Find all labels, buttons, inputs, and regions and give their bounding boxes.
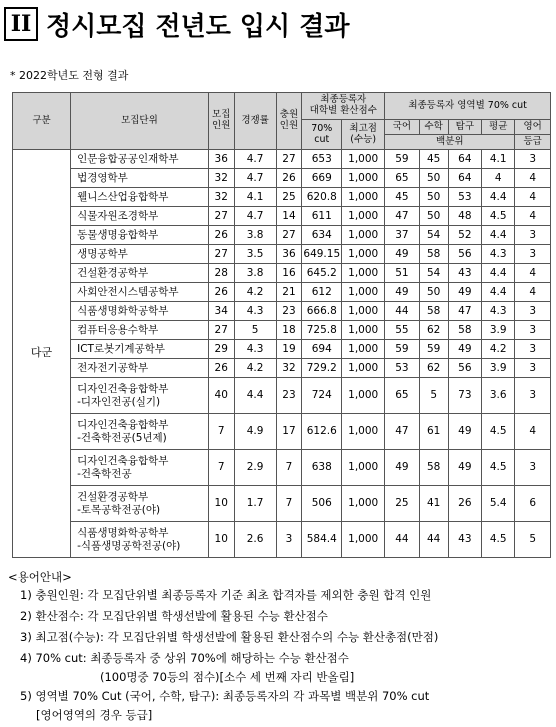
header-inquiry: 탐구 xyxy=(448,120,481,135)
unit-cell: 디자인건축융합학부 -건축학전공(5년제) xyxy=(71,414,209,450)
filled-cell: 17 xyxy=(276,414,302,450)
cut70-cell: 653 xyxy=(302,150,342,169)
header-gubun: 구분 xyxy=(13,93,71,150)
filled-cell: 14 xyxy=(276,207,302,226)
max-score-cell: 1,000 xyxy=(342,264,385,283)
math-cell: 50 xyxy=(419,169,448,188)
inquiry-cell: 73 xyxy=(448,378,481,414)
competition-cell: 3.8 xyxy=(234,264,276,283)
quota-cell: 27 xyxy=(208,245,234,264)
table-row xyxy=(13,359,551,378)
english-cell: 3 xyxy=(515,150,551,169)
page-title: 정시모집 전년도 입시 결과 xyxy=(46,11,350,42)
unit-cell: 동물생명융합학부 xyxy=(71,226,209,245)
table-note: * 2022학년도 전형 결과 xyxy=(10,69,129,82)
header-math: 수학 xyxy=(419,120,448,135)
unit-cell: 웰니스산업융합학부 xyxy=(71,188,209,207)
math-cell: 45 xyxy=(419,150,448,169)
max-score-cell: 1,000 xyxy=(342,150,385,169)
cut70-cell: 620.8 xyxy=(302,188,342,207)
competition-cell: 4.9 xyxy=(234,414,276,450)
average-cell: 4.4 xyxy=(482,188,515,207)
quota-cell: 36 xyxy=(208,150,234,169)
cut70-cell: 724 xyxy=(302,378,342,414)
filled-cell: 27 xyxy=(276,150,302,169)
header-quota: 모집 인원 xyxy=(208,93,234,150)
average-cell: 4.5 xyxy=(482,522,515,558)
inquiry-cell: 58 xyxy=(448,321,481,340)
average-cell: 4.4 xyxy=(482,264,515,283)
competition-cell: 4.7 xyxy=(234,150,276,169)
table-row xyxy=(13,283,551,302)
cut70-cell: 611 xyxy=(302,207,342,226)
average-cell: 4.1 xyxy=(482,150,515,169)
unit-cell: 건설환경공학부 xyxy=(71,264,209,283)
header-cut70: 70% cut xyxy=(302,120,342,150)
english-cell: 3 xyxy=(515,245,551,264)
table-row xyxy=(13,264,551,283)
english-cell: 4 xyxy=(515,169,551,188)
glossary-item: (100명중 70등의 점수)[소수 세 번째 자리 반올림] xyxy=(100,670,355,684)
cut70-cell: 638 xyxy=(302,450,342,486)
average-cell: 4.3 xyxy=(482,302,515,321)
cut70-cell: 666.8 xyxy=(302,302,342,321)
english-cell: 3 xyxy=(515,340,551,359)
glossary-item: 5) 영역별 70% Cut (국어, 수학, 탐구): 최종등록자의 각 과목별 백분위 70% cut xyxy=(20,689,430,703)
inquiry-cell: 56 xyxy=(448,245,481,264)
max-score-cell: 1,000 xyxy=(342,169,385,188)
competition-cell: 4.3 xyxy=(234,302,276,321)
competition-cell: 3.5 xyxy=(234,245,276,264)
english-cell: 3 xyxy=(515,321,551,340)
max-score-cell: 1,000 xyxy=(342,321,385,340)
max-score-cell: 1,000 xyxy=(342,486,385,522)
average-cell: 4.5 xyxy=(482,414,515,450)
glossary-item: [영어영역의 경우 등급] xyxy=(36,708,153,722)
korean-cell: 47 xyxy=(385,414,419,450)
max-score-cell: 1,000 xyxy=(342,188,385,207)
max-score-cell: 1,000 xyxy=(342,414,385,450)
max-score-cell: 1,000 xyxy=(342,283,385,302)
korean-cell: 59 xyxy=(385,340,419,359)
math-cell: 54 xyxy=(419,226,448,245)
filled-cell: 23 xyxy=(276,378,302,414)
inquiry-cell: 56 xyxy=(448,359,481,378)
max-score-cell: 1,000 xyxy=(342,450,385,486)
table-body xyxy=(13,150,551,558)
korean-cell: 53 xyxy=(385,359,419,378)
competition-cell: 4.7 xyxy=(234,169,276,188)
inquiry-cell: 49 xyxy=(448,283,481,302)
competition-cell: 2.6 xyxy=(234,522,276,558)
table-row xyxy=(13,378,551,414)
english-cell: 5 xyxy=(515,522,551,558)
korean-cell: 65 xyxy=(385,378,419,414)
unit-cell: 사회안전시스템공학부 xyxy=(71,283,209,302)
unit-cell: 전자전기공학부 xyxy=(71,359,209,378)
competition-cell: 4.2 xyxy=(234,359,276,378)
math-cell: 61 xyxy=(419,414,448,450)
korean-cell: 49 xyxy=(385,245,419,264)
inquiry-cell: 64 xyxy=(448,150,481,169)
table-row xyxy=(13,486,551,522)
glossary-item: 2) 환산점수: 각 모집단위별 학생선발에 활용된 수능 환산점수 xyxy=(20,609,328,623)
filled-cell: 27 xyxy=(276,226,302,245)
inquiry-cell: 49 xyxy=(448,450,481,486)
math-cell: 62 xyxy=(419,321,448,340)
average-cell: 3.9 xyxy=(482,321,515,340)
quota-cell: 26 xyxy=(208,359,234,378)
quota-cell: 34 xyxy=(208,302,234,321)
english-cell: 3 xyxy=(515,226,551,245)
math-cell: 50 xyxy=(419,188,448,207)
filled-cell: 25 xyxy=(276,188,302,207)
table-row xyxy=(13,414,551,450)
korean-cell: 25 xyxy=(385,486,419,522)
cut70-cell: 612.6 xyxy=(302,414,342,450)
filled-cell: 26 xyxy=(276,169,302,188)
filled-cell: 7 xyxy=(276,486,302,522)
english-cell: 4 xyxy=(515,188,551,207)
cut70-cell: 645.2 xyxy=(302,264,342,283)
korean-cell: 47 xyxy=(385,207,419,226)
glossary-item: 4) 70% cut: 최종등록자 중 상위 70%에 해당하는 수능 환산점수 xyxy=(20,651,349,665)
quota-cell: 7 xyxy=(208,414,234,450)
math-cell: 58 xyxy=(419,450,448,486)
inquiry-cell: 43 xyxy=(448,522,481,558)
average-cell: 3.6 xyxy=(482,378,515,414)
table-row xyxy=(13,340,551,359)
header-unit: 모집단위 xyxy=(71,93,209,150)
filled-cell: 32 xyxy=(276,359,302,378)
average-cell: 4.3 xyxy=(482,245,515,264)
max-score-cell: 1,000 xyxy=(342,378,385,414)
max-score-cell: 1,000 xyxy=(342,245,385,264)
inquiry-cell: 48 xyxy=(448,207,481,226)
unit-cell: 디자인건축융합학부 -디자인전공(실기) xyxy=(71,378,209,414)
math-cell: 5 xyxy=(419,378,448,414)
quota-cell: 7 xyxy=(208,450,234,486)
competition-cell: 4.1 xyxy=(234,188,276,207)
admission-results-table xyxy=(12,92,551,558)
cut70-cell: 669 xyxy=(302,169,342,188)
title-row xyxy=(4,6,349,42)
header-percentile-group: 최종등록자 영역별 70% cut xyxy=(385,93,551,120)
filled-cell: 16 xyxy=(276,264,302,283)
max-score-cell: 1,000 xyxy=(342,302,385,321)
competition-cell: 5 xyxy=(234,321,276,340)
quota-cell: 27 xyxy=(208,321,234,340)
quota-cell: 10 xyxy=(208,486,234,522)
korean-cell: 37 xyxy=(385,226,419,245)
max-score-cell: 1,000 xyxy=(342,207,385,226)
table-row xyxy=(13,150,551,169)
unit-cell: 식품생명화학공학부 -식품생명공학전공(야) xyxy=(71,522,209,558)
glossary-item: 3) 최고점(수능): 각 모집단위별 학생선발에 활용된 환산점수의 수능 환산총점(만점) xyxy=(20,630,439,644)
korean-cell: 44 xyxy=(385,522,419,558)
inquiry-cell: 43 xyxy=(448,264,481,283)
table-row xyxy=(13,226,551,245)
korean-cell: 51 xyxy=(385,264,419,283)
quota-cell: 10 xyxy=(208,522,234,558)
math-cell: 59 xyxy=(419,340,448,359)
english-cell: 4 xyxy=(515,283,551,302)
max-score-cell: 1,000 xyxy=(342,226,385,245)
filled-cell: 19 xyxy=(276,340,302,359)
filled-cell: 7 xyxy=(276,450,302,486)
table-row xyxy=(13,450,551,486)
average-cell: 4.4 xyxy=(482,283,515,302)
header-grade: 등급 xyxy=(515,135,551,150)
filled-cell: 23 xyxy=(276,302,302,321)
filled-cell: 36 xyxy=(276,245,302,264)
english-cell: 3 xyxy=(515,378,551,414)
english-cell: 6 xyxy=(515,486,551,522)
unit-cell: 인문융합공공인재학부 xyxy=(71,150,209,169)
unit-cell: 건설환경공학부 -토목공학전공(야) xyxy=(71,486,209,522)
cut70-cell: 729.2 xyxy=(302,359,342,378)
english-cell: 4 xyxy=(515,207,551,226)
competition-cell: 1.7 xyxy=(234,486,276,522)
max-score-cell: 1,000 xyxy=(342,340,385,359)
cut70-cell: 612 xyxy=(302,283,342,302)
filled-cell: 21 xyxy=(276,283,302,302)
math-cell: 50 xyxy=(419,283,448,302)
english-cell: 3 xyxy=(515,359,551,378)
average-cell: 4.5 xyxy=(482,450,515,486)
korean-cell: 65 xyxy=(385,169,419,188)
quota-cell: 32 xyxy=(208,188,234,207)
filled-cell: 3 xyxy=(276,522,302,558)
english-cell: 3 xyxy=(515,450,551,486)
average-cell: 4.4 xyxy=(482,226,515,245)
math-cell: 50 xyxy=(419,207,448,226)
korean-cell: 59 xyxy=(385,150,419,169)
math-cell: 58 xyxy=(419,302,448,321)
average-cell: 4.5 xyxy=(482,207,515,226)
unit-cell: 컴퓨터응용수학부 xyxy=(71,321,209,340)
english-cell: 4 xyxy=(515,264,551,283)
korean-cell: 44 xyxy=(385,302,419,321)
competition-cell: 4.4 xyxy=(234,378,276,414)
korean-cell: 49 xyxy=(385,450,419,486)
glossary xyxy=(8,567,553,722)
korean-cell: 45 xyxy=(385,188,419,207)
header-conversion-group: 최종등록자 대학별 환산점수 xyxy=(302,93,385,120)
header-max-score: 최고점 (수능) xyxy=(342,120,385,150)
cut70-cell: 725.8 xyxy=(302,321,342,340)
average-cell: 4.2 xyxy=(482,340,515,359)
quota-cell: 29 xyxy=(208,340,234,359)
competition-cell: 2.9 xyxy=(234,450,276,486)
section-numeral-box xyxy=(4,7,38,41)
unit-cell: 식물자원조경학부 xyxy=(71,207,209,226)
gubun-cell: 다군 xyxy=(13,150,71,558)
unit-cell: ICT로봇기계공학부 xyxy=(71,340,209,359)
table-row xyxy=(13,207,551,226)
table-row xyxy=(13,169,551,188)
inquiry-cell: 47 xyxy=(448,302,481,321)
cut70-cell: 649.15 xyxy=(302,245,342,264)
cut70-cell: 694 xyxy=(302,340,342,359)
table-row xyxy=(13,245,551,264)
inquiry-cell: 52 xyxy=(448,226,481,245)
average-cell: 4 xyxy=(482,169,515,188)
filled-cell: 18 xyxy=(276,321,302,340)
cut70-cell: 506 xyxy=(302,486,342,522)
average-cell: 3.9 xyxy=(482,359,515,378)
competition-cell: 3.8 xyxy=(234,226,276,245)
math-cell: 44 xyxy=(419,522,448,558)
quota-cell: 26 xyxy=(208,226,234,245)
table-row xyxy=(13,522,551,558)
competition-cell: 4.2 xyxy=(234,283,276,302)
table-row xyxy=(13,302,551,321)
competition-cell: 4.7 xyxy=(234,207,276,226)
english-cell: 4 xyxy=(515,414,551,450)
quota-cell: 27 xyxy=(208,207,234,226)
header-korean: 국어 xyxy=(385,120,419,135)
header-average: 평균 xyxy=(482,120,515,135)
math-cell: 58 xyxy=(419,245,448,264)
cut70-cell: 634 xyxy=(302,226,342,245)
inquiry-cell: 64 xyxy=(448,169,481,188)
cut70-cell: 584.4 xyxy=(302,522,342,558)
table-header xyxy=(13,93,551,150)
table-row xyxy=(13,321,551,340)
korean-cell: 49 xyxy=(385,283,419,302)
glossary-item: 1) 충원인원: 각 모집단위별 최종등록자 기준 최초 합격자를 제외한 충원 합격 인원 xyxy=(20,588,432,602)
unit-cell: 디자인건축융합학부 -건축학전공 xyxy=(71,450,209,486)
inquiry-cell: 49 xyxy=(448,414,481,450)
math-cell: 62 xyxy=(419,359,448,378)
average-cell: 5.4 xyxy=(482,486,515,522)
unit-cell: 식품생명화학공학부 xyxy=(71,302,209,321)
inquiry-cell: 49 xyxy=(448,340,481,359)
math-cell: 41 xyxy=(419,486,448,522)
competition-cell: 4.3 xyxy=(234,340,276,359)
korean-cell: 55 xyxy=(385,321,419,340)
unit-cell: 법경영학부 xyxy=(71,169,209,188)
max-score-cell: 1,000 xyxy=(342,522,385,558)
header-competition: 경쟁률 xyxy=(234,93,276,150)
inquiry-cell: 53 xyxy=(448,188,481,207)
quota-cell: 32 xyxy=(208,169,234,188)
quota-cell: 40 xyxy=(208,378,234,414)
english-cell: 3 xyxy=(515,302,551,321)
glossary-heading: <용어안내> xyxy=(8,570,72,584)
header-percentile: 백분위 xyxy=(385,135,515,150)
header-filled: 충원 인원 xyxy=(276,93,302,150)
unit-cell: 생명공학부 xyxy=(71,245,209,264)
quota-cell: 26 xyxy=(208,283,234,302)
table-row xyxy=(13,188,551,207)
inquiry-cell: 26 xyxy=(448,486,481,522)
quota-cell: 28 xyxy=(208,264,234,283)
max-score-cell: 1,000 xyxy=(342,359,385,378)
header-english: 영어 xyxy=(515,120,551,135)
math-cell: 54 xyxy=(419,264,448,283)
section-numeral: II xyxy=(10,11,32,37)
